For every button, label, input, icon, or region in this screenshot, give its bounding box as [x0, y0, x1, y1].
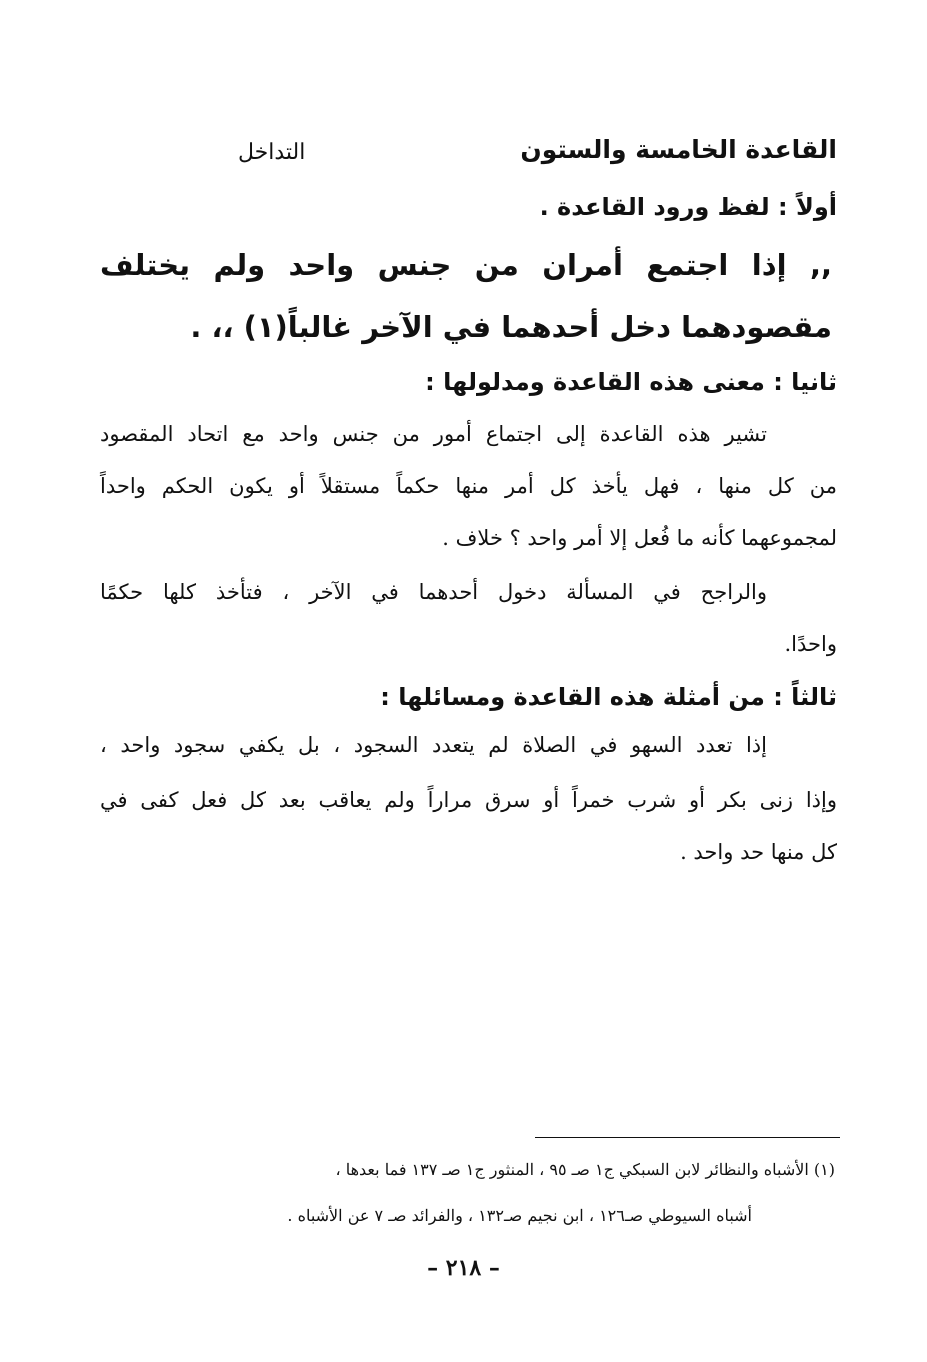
- paragraph-line: وإذا زنى بكر أو شرب خمراً أو سرق مراراً ولم يعاقب بعد كل فعل كفى في: [100, 788, 837, 812]
- heading-meaning: ثانيا : معنى هذه القاعدة ومدلولها :: [425, 368, 837, 396]
- heading-wording: أولاً : لفظ ورود القاعدة .: [539, 193, 837, 221]
- paragraph-line: واحدًا.: [784, 632, 837, 656]
- paragraph-line: والراجح في المسألة دخول أحدهما في الآخر ، فتأخذ كلها حكمًا: [100, 580, 767, 604]
- paragraph-line: لمجموعهما كأنه ما فُعل إلا أمر واحد ؟ خلاف .: [442, 526, 837, 550]
- rule-title: القاعدة الخامسة والستون: [520, 135, 837, 164]
- heading-examples: ثالثاً : من أمثلة هذه القاعدة ومسائلها :: [380, 683, 837, 711]
- rule-statement-line: مقصودهما دخل أحدهما في الآخر غالباً(١) ،، .: [190, 310, 832, 344]
- paragraph-line: من كل منها ، فهل يأخذ كل أمر منها حكماً مستقلاً أو يكون الحكم واحداً: [100, 474, 837, 498]
- section-title: التداخل: [238, 140, 306, 165]
- footnote-line: (١) الأشباه والنظائر لابن السبكي ج١ صـ ٩٥ ، المنثور ج١ صـ ١٣٧ فما بعدها ،: [335, 1160, 835, 1179]
- paragraph-line: كل منها حد واحد .: [680, 840, 837, 864]
- paragraph-line: إذا تعدد السهو في الصلاة لم يتعدد السجود ، بل يكفي سجود واحد ،: [100, 733, 767, 757]
- footnote-line: أشباه السيوطي صـ١٢٦ ، ابن نجيم صـ١٣٢ ، والفرائد صـ ٧ عن الأشباه .: [287, 1206, 752, 1225]
- page-number: – ٢١٨ –: [427, 1255, 500, 1281]
- footnote-separator: [535, 1137, 840, 1138]
- rule-statement-line: ,, إذا اجتمع أمران من جنس واحد ولم يختلف: [100, 248, 832, 282]
- paragraph-line: تشير هذه القاعدة إلى اجتماع أمور من جنس واحد مع اتحاد المقصود: [100, 422, 767, 446]
